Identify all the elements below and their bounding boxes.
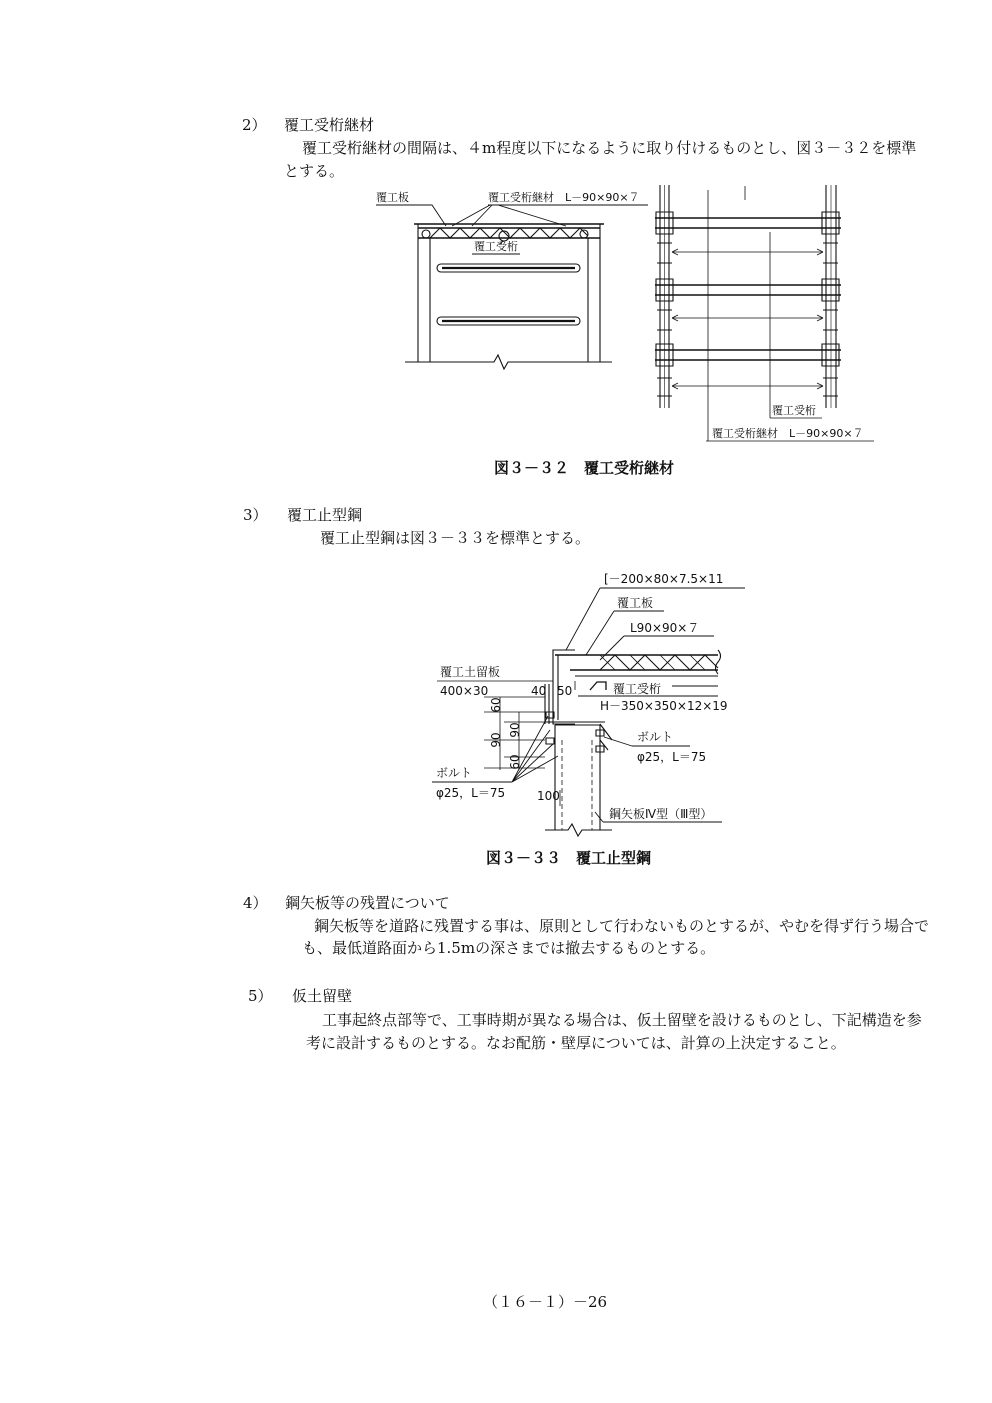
- plan-view: [655, 185, 874, 441]
- dim-pile-width: 100: [537, 789, 560, 803]
- label-sheet-pile: 鋼矢板Ⅳ型（Ⅲ型）: [609, 807, 713, 821]
- section-5-number: 5）: [248, 987, 273, 1005]
- label-bolt-left: ボルト: [436, 766, 473, 780]
- dim-vertical-bottom: 60: [508, 754, 522, 770]
- section-4-body-line-1: 鋼矢板等を道路に残置する事は、原則として行わないものとするが、やむを得ず行う場合で: [314, 917, 930, 935]
- deck-truss: [600, 655, 718, 670]
- label-main-girder: 覆工受桁: [613, 682, 662, 696]
- label-lagging-size: 400×30: [440, 684, 489, 698]
- section-4-number: 4）: [243, 894, 268, 912]
- section-2-body-line-1: 覆工受桁継材の間隔は、４m程度以下になるように取り付けるものとし、図３－３２を標準: [302, 139, 917, 157]
- section-5-body-line-1: 工事起終点部等で、工事時期が異なる場合は、仮土留壁を設けるものとし、下記構造を参: [322, 1011, 922, 1029]
- label-angle: L90×90×７: [630, 621, 700, 635]
- dim-vertical-lower: 90: [489, 732, 503, 748]
- label-deck-plate: 覆工板: [617, 596, 654, 610]
- girder-circle-left: [422, 230, 430, 238]
- section-2-title: 覆工受桁継材: [284, 116, 375, 134]
- sheet-pile-hidden: [562, 740, 592, 830]
- deck-plate: [555, 655, 718, 670]
- section-3-number: 3）: [243, 506, 268, 524]
- label-channel: [－200×80×7.5×11: [604, 572, 724, 586]
- dim-lagging-offset: 40: [531, 684, 547, 698]
- dim-vertical-top: 60: [489, 697, 503, 713]
- section-4-title: 鋼矢板等の残置について: [285, 894, 450, 912]
- section-2-body-line-2: とする。: [284, 162, 345, 180]
- figure-3-33-caption: 図３－３３ 覆工止型鋼: [486, 849, 652, 867]
- label-main-girder-size: H－350×350×12×19: [600, 699, 728, 713]
- plan-pile-marks: [657, 243, 838, 396]
- plan-leader-lines: [706, 186, 874, 441]
- section-3-title: 覆工止型鋼: [287, 506, 363, 524]
- section-5-body-line-2: 考に設計するものとする。なお配筋・壁厚については、計算の上決定すること。: [306, 1034, 846, 1052]
- dim-girder-offset: 50: [557, 684, 573, 698]
- label-lagging: 覆工土留板: [440, 665, 501, 679]
- label-splice-member-section: 覆工受桁継材 L－90×90×７: [488, 191, 640, 204]
- plan-girder-brackets: [656, 212, 839, 366]
- label-bolt-left-size: φ25，L＝75: [436, 786, 506, 800]
- plan-splice-arrows: [672, 249, 823, 389]
- section-view: [376, 205, 648, 369]
- dim-vertical-upper: 90: [508, 722, 522, 738]
- page-number: （１６－１）－26: [483, 1293, 608, 1311]
- figure-3-32-drawing: [370, 180, 884, 448]
- figure-3-33-drawing: [398, 560, 748, 842]
- label-bolt-right: ボルト: [637, 730, 674, 744]
- girder-circle-right: [580, 230, 588, 238]
- right-column: [588, 224, 600, 362]
- pile-width-dimension: [560, 790, 600, 806]
- plan-splice-members: [672, 252, 823, 386]
- section-2-number: 2）: [242, 116, 267, 134]
- plan-main-girders: [655, 218, 841, 360]
- figure-3-32-caption: 図３－３２ 覆工受桁継材: [494, 459, 675, 477]
- label-main-girder-plan: 覆工受桁: [772, 404, 816, 417]
- label-deck-plate: 覆工板: [376, 191, 409, 204]
- label-bolt-right-size: φ25，L＝75: [637, 750, 707, 764]
- section-3-body-line-1: 覆工止型鋼は図３－３３を標準とする。: [320, 529, 591, 547]
- angle-bracket: [590, 682, 606, 690]
- ground-line: [405, 355, 612, 369]
- left-column: [418, 224, 430, 362]
- section-4-body-line-2: も、最低道路面から1.5mの深さまでは撤去するものとする。: [302, 939, 716, 957]
- label-main-girder-section: 覆工受桁: [474, 240, 518, 253]
- section-5-title: 仮土留壁: [292, 987, 353, 1005]
- label-splice-member-plan: 覆工受桁継材 L－90×90×７: [712, 427, 864, 440]
